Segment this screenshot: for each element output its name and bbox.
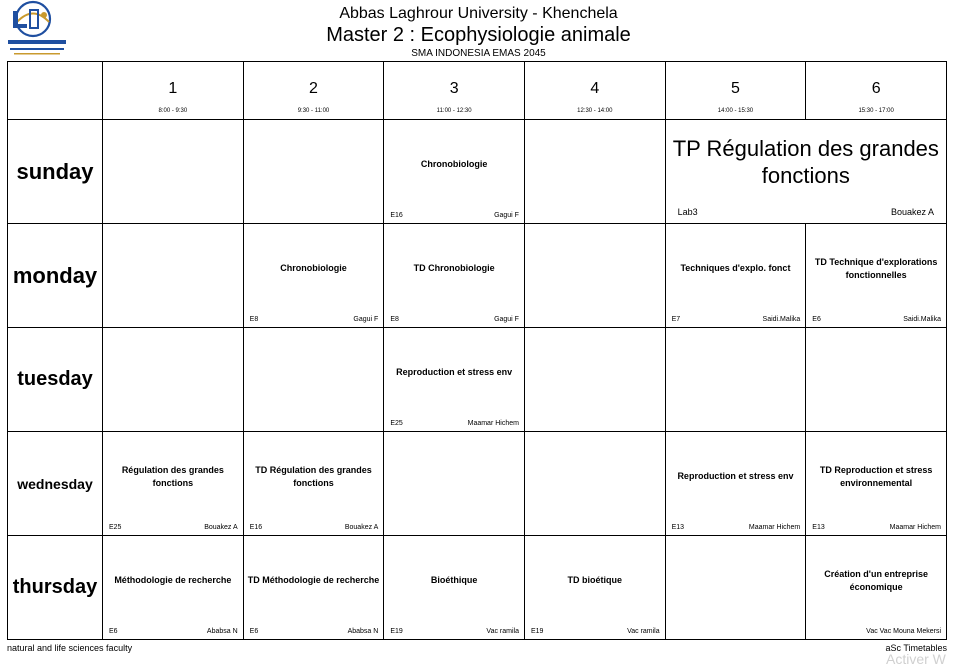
lesson-subject: Méthodologie de recherche [114, 575, 232, 585]
footer-generator: aSc Timetables [885, 643, 947, 653]
lesson-teacher: Saidi.Malika [903, 316, 941, 323]
lesson-subject: TD Méthodologie de recherche [247, 575, 380, 585]
lesson-teacher: Bouakez A [890, 207, 934, 217]
lesson-room: E25 [390, 420, 403, 427]
day-label: thursday [8, 536, 103, 640]
lesson-teacher: Ababsa N [206, 628, 238, 635]
lesson-subject: Techniques d'explo. fonct [680, 263, 791, 273]
lesson-teacher: Bouakez A [204, 524, 238, 531]
lesson-cell [806, 536, 947, 640]
lesson-cell [665, 432, 806, 536]
day-label: tuesday [8, 328, 103, 432]
lesson-subject: TP Régulation des grandes fonctions [672, 135, 939, 188]
period-header-cell [384, 62, 525, 120]
lesson-cell [806, 224, 947, 328]
empty-slot [524, 432, 665, 536]
period-time: 12:30 - 14:00 [577, 108, 613, 114]
empty-slot [806, 328, 947, 432]
lesson-teacher: Maamar Hichem [889, 524, 941, 531]
lesson-cell [243, 224, 384, 328]
period-header-cell [524, 62, 665, 120]
period-time: 9:30 - 11:00 [297, 108, 330, 114]
day-row-monday [8, 224, 947, 328]
period-number: 1 [168, 80, 178, 97]
lesson-room: E25 [109, 524, 122, 531]
lesson-subject: Création d'un entreprise économique [824, 568, 928, 592]
period-header-cell [243, 62, 384, 120]
lesson-subject: TD Reproduction et stress environnemental [819, 464, 933, 488]
day-label: wednesday [8, 432, 103, 536]
lesson-subject: Bioéthique [430, 575, 478, 585]
lesson-cell [384, 120, 525, 224]
period-header-row [8, 62, 947, 120]
lesson-cell [243, 432, 384, 536]
lesson-subject: TD bioétique [567, 575, 623, 585]
empty-slot [665, 536, 806, 640]
period-number: 2 [309, 80, 318, 97]
lesson-teacher: Gagui F [494, 212, 519, 219]
corner-cell [8, 62, 103, 120]
lesson-teacher: Vac Vac Mouna Mekersi [866, 628, 941, 635]
lesson-subject: Régulation des grandes fonctions [121, 464, 224, 488]
lesson-room: E16 [249, 524, 263, 531]
lesson-subject: Reproduction et stress env [677, 471, 794, 481]
period-header-cell [103, 62, 244, 120]
lesson-subject: Chronobiologie [420, 159, 488, 169]
lesson-room: Lab3 [677, 207, 698, 217]
period-time: 11:00 - 12:30 [436, 108, 472, 114]
lesson-teacher: Ababsa N [347, 628, 379, 635]
lesson-teacher: Maamar Hichem [467, 420, 519, 427]
lesson-room: E16 [390, 212, 403, 219]
period-number: 5 [731, 80, 740, 97]
lesson-room: E19 [530, 628, 544, 635]
lesson-room: E19 [390, 628, 403, 635]
lesson-cell [103, 536, 244, 640]
lesson-room: E8 [249, 316, 259, 323]
empty-slot [384, 432, 525, 536]
period-number: 6 [871, 80, 881, 97]
lesson-teacher: Vac ramila [486, 628, 519, 635]
empty-slot [524, 224, 665, 328]
empty-slot [524, 328, 665, 432]
lesson-subject: TD Régulation des grandes fonctions [255, 464, 372, 488]
lesson-cell [103, 432, 244, 536]
period-header-cell [806, 62, 947, 120]
empty-slot [524, 120, 665, 224]
day-label: sunday [8, 120, 103, 224]
lesson-cell [384, 536, 525, 640]
period-number: 4 [590, 80, 600, 97]
period-header-cell [665, 62, 806, 120]
day-row-wednesday [8, 432, 947, 536]
timetable-subtitle: SMA INDONESIA EMAS 2045 [411, 48, 546, 59]
lesson-teacher: Bouakez A [344, 524, 379, 531]
lesson-cell [243, 536, 384, 640]
lesson-subject: Chronobiologie [280, 263, 347, 273]
lesson-cell [665, 224, 806, 328]
lesson-teacher: Maamar Hichem [748, 524, 801, 531]
empty-slot [243, 328, 384, 432]
university-name: Abbas Laghrour University - Khenchela [339, 5, 618, 22]
empty-slot [665, 328, 806, 432]
lesson-room: E13 [812, 524, 825, 531]
program-title: Master 2 : Ecophysiologie animale [326, 24, 631, 46]
lesson-room: E7 [671, 316, 681, 323]
lesson-cell [384, 224, 525, 328]
lesson-subject: TD Chronobiologie [413, 263, 495, 273]
lesson-cell [524, 536, 665, 640]
lesson-subject: TD Technique d'explorations fonctionnelles [814, 256, 938, 280]
period-time: 15:30 - 17:00 [858, 108, 894, 114]
day-row-thursday [8, 536, 947, 640]
lesson-teacher: Vac ramila [627, 628, 660, 635]
period-number: 3 [449, 80, 459, 97]
lesson-subject: Reproduction et stress env [396, 367, 513, 377]
lesson-cell [384, 328, 525, 432]
lesson-room: E8 [390, 316, 399, 323]
lesson-cell [665, 120, 946, 224]
empty-slot [103, 120, 244, 224]
activation-watermark: Activer W [886, 651, 946, 667]
lesson-teacher: Gagui F [494, 316, 519, 323]
timetable-grid [7, 61, 947, 640]
day-row-tuesday [8, 328, 947, 432]
empty-slot [103, 328, 244, 432]
lesson-room: E6 [249, 628, 259, 635]
lesson-cell [806, 432, 947, 536]
lesson-teacher: Gagui F [353, 316, 379, 323]
footer-faculty: natural and life sciences faculty [7, 643, 133, 653]
day-row-sunday [8, 120, 947, 224]
day-label: monday [8, 224, 103, 328]
lesson-teacher: Saidi.Malika [762, 316, 801, 323]
lesson-room: E6 [812, 316, 821, 323]
empty-slot [243, 120, 384, 224]
period-time: 8:00 - 9:30 [158, 108, 188, 114]
period-time: 14:00 - 15:30 [717, 108, 754, 114]
lesson-room: E13 [671, 524, 685, 531]
empty-slot [103, 224, 244, 328]
lesson-room: E6 [109, 628, 118, 635]
